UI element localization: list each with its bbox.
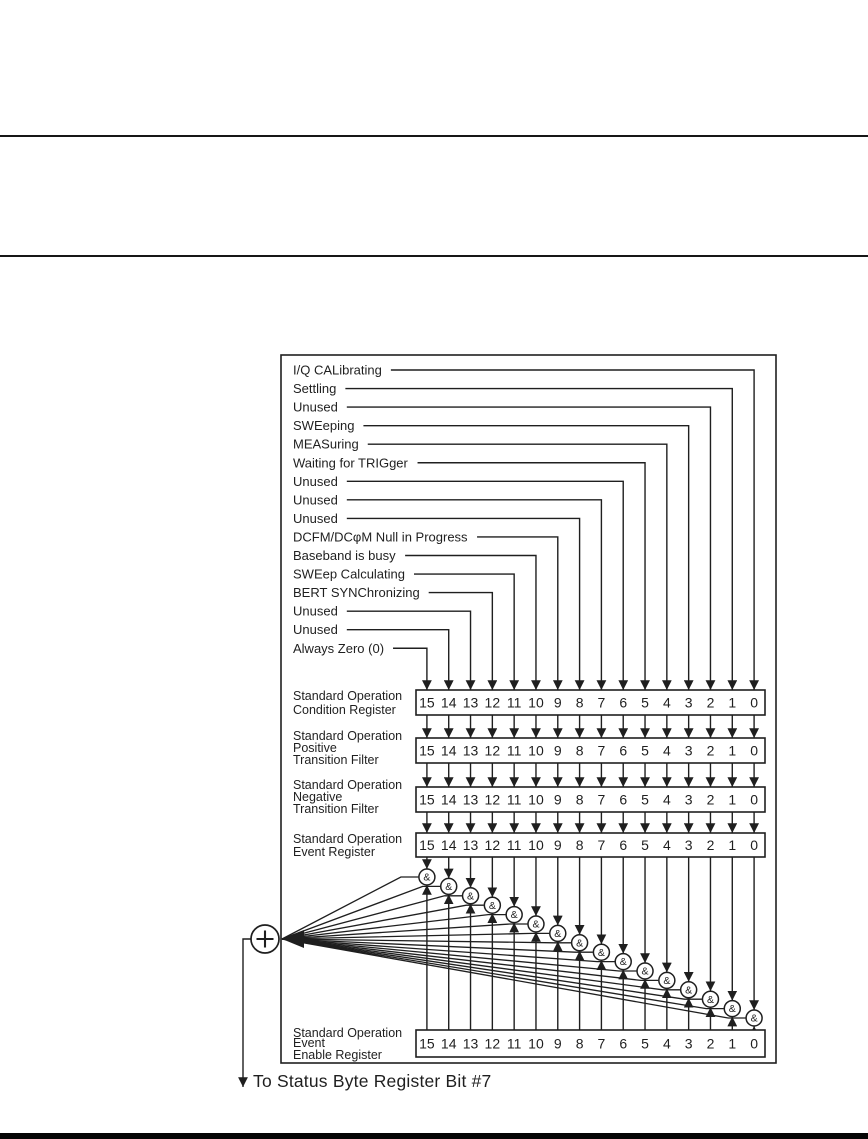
register-name: Condition Register [293,703,396,717]
bit-number: 11 [506,1035,522,1052]
bit-number: 15 [419,694,435,711]
and-gate-symbol: & [423,871,431,884]
register-name: Standard Operation [293,778,403,792]
and-gate-symbol: & [750,1012,758,1025]
bit-number: 8 [575,791,584,808]
bit-label-text: SWEeping [293,418,355,434]
bit-number: 6 [619,1035,628,1052]
bit-number: 0 [750,742,758,759]
bit-number: 5 [641,1035,649,1052]
register-name: Transition Filter [293,753,379,767]
register-name: Standard Operation [293,729,403,743]
bit-number: 15 [419,1035,435,1052]
bit-number: 13 [462,837,479,853]
and-gate-symbol: & [619,956,627,969]
bit-number: 1 [728,742,737,759]
bit-label-text: I/Q CALibrating [293,362,382,378]
bit-number: 2 [706,837,715,853]
bit-number: 3 [684,742,693,759]
bit-number: 9 [553,791,562,808]
bit-number: 8 [575,694,584,711]
bit-number: 12 [484,742,501,759]
bit-number: 2 [706,694,715,711]
bit-number: 5 [641,837,649,853]
bit-number: 15 [419,791,435,808]
bit-number: 1 [728,791,737,808]
and-gate-symbol: & [532,918,540,931]
and-gate-symbol: & [641,965,649,978]
bit-number: 7 [597,791,606,808]
bit-number: 7 [597,742,606,759]
bit-number: 0 [750,837,758,853]
bit-number: 1 [728,694,737,711]
bit-number: 10 [528,1035,544,1052]
bit-label-text: MEASuring [293,436,359,452]
register-name: Enable Register [293,1048,382,1062]
bit-number: 14 [440,1035,457,1052]
bit-number: 10 [528,837,544,853]
bit-number: 4 [662,694,671,711]
bit-number: 5 [641,791,649,808]
bit-label-text: Unused [293,399,338,415]
bit-number: 6 [619,742,628,759]
bit-number: 7 [597,837,606,853]
and-gate-symbol: & [488,899,496,912]
bit-label-text: Unused [293,603,338,619]
or-input-line [282,886,440,939]
bit-signal-line [363,426,688,690]
bit-number: 4 [662,742,671,759]
and-gate-symbol: & [445,881,453,893]
bit-number: 11 [506,837,522,853]
register-name: Negative [293,790,343,804]
or-input-line [282,905,484,939]
bit-number: 12 [484,1035,501,1052]
register-name: Transition Filter [293,802,379,816]
bit-number: 3 [684,694,693,711]
bit-number: 2 [706,1035,715,1052]
bit-signal-line [393,648,427,690]
bit-number: 14 [440,742,457,759]
bit-number: 1 [728,1035,737,1052]
bit-number: 10 [528,742,544,759]
bit-number: 14 [440,791,457,808]
bit-number: 9 [553,742,562,759]
bit-signal-line [477,537,558,690]
and-gate-symbol: & [597,946,605,959]
bit-number: 8 [575,1035,584,1052]
bit-number: 3 [684,837,693,853]
bit-number: 13 [462,742,479,759]
bit-signal-line [429,593,493,690]
bit-number: 3 [684,791,693,808]
bit-label-text: DCFM/DCφM Null in Progress [293,529,468,545]
bit-number: 4 [662,791,671,808]
bit-number: 7 [597,1035,606,1052]
bit-label-text: Unused [293,473,338,489]
and-gate-symbol: & [663,975,671,987]
bit-label-text: Always Zero (0) [293,640,385,656]
bit-label-text: BERT SYNChronizing [293,585,420,601]
bit-label-text: Unused [293,622,338,638]
bit-number: 4 [662,837,671,853]
bit-label-text: SWEep Calculating [293,566,405,582]
bit-label-text: Unused [293,510,338,526]
bit-label-text: Baseband is busy [293,548,396,563]
bit-number: 10 [528,694,544,711]
footer-rule [0,1133,868,1139]
bit-label-text: Unused [293,492,338,508]
bit-number: 11 [506,694,522,711]
bit-number: 15 [419,742,435,759]
bit-number: 5 [641,742,649,759]
bit-number: 4 [662,1035,671,1052]
bit-number: 13 [462,1035,479,1052]
bit-number: 9 [553,694,562,711]
and-gate-symbol: & [685,984,693,997]
bit-number: 8 [575,837,584,853]
bit-number: 0 [750,694,758,711]
bit-number: 1 [728,837,737,853]
bit-number: 6 [619,791,628,808]
bit-number: 12 [484,791,501,808]
bit-number: 0 [750,791,758,808]
and-gate-symbol: & [510,909,518,922]
bit-number: 3 [684,1035,693,1052]
and-gate-symbol: & [728,1003,736,1016]
and-gate-symbol: & [467,890,475,903]
bit-number: 6 [619,837,628,853]
bit-number: 0 [750,1035,758,1052]
bit-number: 8 [575,742,584,759]
bit-label-text: Waiting for TRIGger [293,455,408,471]
bit-number: 12 [484,694,501,711]
bit-number: 13 [462,694,479,711]
bit-signal-line [418,463,645,690]
bit-number: 14 [440,694,457,711]
register-name: Positive [293,741,337,755]
bit-number: 9 [553,1035,562,1052]
bit-number: 11 [506,791,522,808]
bit-number: 9 [553,837,562,853]
register-name: Event Register [293,845,375,859]
bit-number: 11 [506,742,522,759]
status-byte-output-line [243,939,251,1087]
bit-signal-line [414,574,514,690]
bit-signal-line [347,630,449,690]
bit-number: 7 [597,694,606,711]
bit-number: 5 [641,694,649,711]
register-name: Standard Operation [293,1026,403,1040]
register-name: Event [293,1036,325,1050]
and-gate-symbol: & [554,928,562,940]
bit-number: 10 [528,791,544,808]
register-name: Standard Operation [293,689,403,703]
bit-number: 2 [706,791,715,808]
bit-number: 2 [706,742,715,759]
bit-number: 13 [462,791,479,808]
bit-number: 14 [440,837,457,853]
and-gate-symbol: & [576,937,584,950]
bit-number: 15 [419,837,435,853]
bit-label-text: Settling [293,381,337,397]
and-gate-symbol: & [706,993,714,1006]
bit-number: 6 [619,694,628,711]
bit-number: 12 [484,837,501,853]
register-name: Standard Operation [293,832,403,846]
status-byte-output-label: To Status Byte Register Bit #7 [253,1071,492,1091]
